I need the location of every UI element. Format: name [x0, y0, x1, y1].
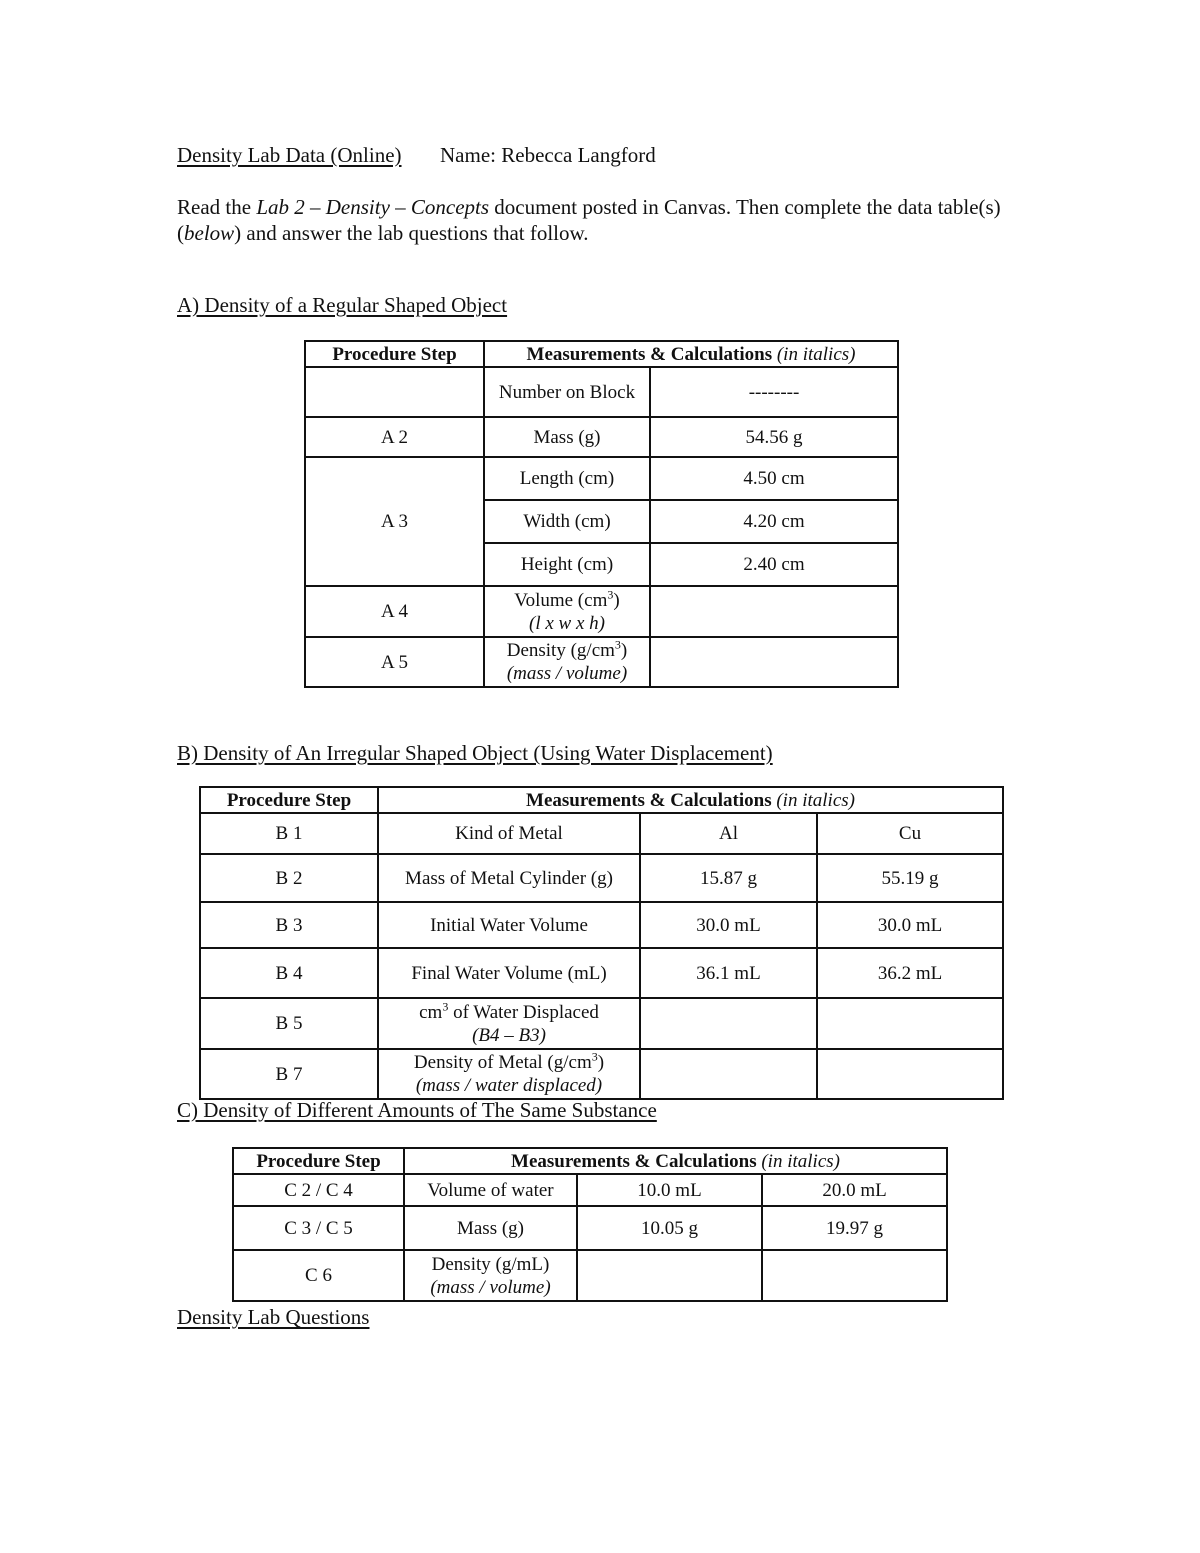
cell-step: B 7: [200, 1049, 378, 1099]
cell-value: 36.2 mL: [817, 948, 1003, 998]
intro-text: (: [177, 221, 184, 245]
cell-label: Mass (g): [484, 417, 650, 457]
cell-step: A 2: [305, 417, 484, 457]
cell-label: Initial Water Volume: [378, 902, 640, 948]
document-title: Density Lab Data (Online): [177, 143, 402, 167]
cell-label: Density $(g/cm^3)$ (mass / volume): [484, 637, 650, 687]
cell-step: B 1: [200, 813, 378, 854]
table-row: [200, 948, 1003, 998]
table-row: [305, 457, 898, 500]
table-row: [305, 637, 898, 687]
cell-label: Number on Block: [484, 367, 650, 417]
col-measurements: Measurements & Calculations (in italics): [484, 341, 898, 367]
cell-answer-empty[interactable]: [640, 998, 817, 1049]
cell-label: Density (g/mL) (mass / volume): [404, 1250, 577, 1301]
table-row: [305, 367, 898, 417]
table-row: [200, 854, 1003, 902]
section-c-heading: C) Density of Different Amounts of The Same Substance: [177, 1098, 657, 1122]
cell-value: 55.19 g: [817, 854, 1003, 902]
cell-label: Length (cm): [484, 457, 650, 500]
table-header-row: [200, 787, 1003, 813]
cell-label: Mass (g): [404, 1206, 577, 1250]
cell-answer-empty[interactable]: [640, 1049, 817, 1099]
cell-value: Al: [640, 813, 817, 854]
cell-label: Density of Metal $(g/cm^3)$ (mass / water displaced): [378, 1049, 640, 1099]
formula: (l x w x h): [529, 612, 605, 634]
intro-text: ) and answer the lab questions that follow.: [234, 221, 589, 245]
section-a-heading: A) Density of a Regular Shaped Object: [177, 293, 508, 317]
cell-value: 36.1 mL: [640, 948, 817, 998]
page-header: [177, 143, 656, 168]
intro-text: document posted in Canvas. Then complete the data table(s): [489, 195, 1001, 219]
cell-label: Volume $(cm^3)$ (l x w x h): [484, 586, 650, 637]
section-b-heading: B) Density of An Irregular Shaped Object (Using Water Displacement): [177, 741, 773, 765]
cell-answer-empty[interactable]: [762, 1250, 947, 1301]
cell-value: 20.0 mL: [762, 1174, 947, 1206]
cell-value: 2.40 cm: [650, 543, 898, 586]
cell-value: --------: [650, 367, 898, 417]
cell-label: $cm^3$ of Water Displaced (B4 – B3): [378, 998, 640, 1049]
table-row: [200, 813, 1003, 854]
cell-step-empty: [305, 367, 484, 417]
cell-step: C 3 / C 5: [233, 1206, 404, 1250]
cell-value: 54.56 g: [650, 417, 898, 457]
col-procedure-step: Procedure Step: [200, 787, 378, 813]
cell-value: Cu: [817, 813, 1003, 854]
cell-step: B 4: [200, 948, 378, 998]
cell-answer-empty[interactable]: [817, 998, 1003, 1049]
formula: (mass / volume): [430, 1276, 551, 1298]
cell-answer-empty[interactable]: [577, 1250, 762, 1301]
cell-step: A 3: [305, 457, 484, 586]
table-row: [233, 1206, 947, 1250]
cell-value: 10.05 g: [577, 1206, 762, 1250]
cell-step: C 6: [233, 1250, 404, 1301]
cell-step: A 5: [305, 637, 484, 687]
col-measurements: Measurements & Calculations (in italics): [378, 787, 1003, 813]
cell-label: Mass of Metal Cylinder (g): [378, 854, 640, 902]
cell-value: 30.0 mL: [817, 902, 1003, 948]
table-c: [232, 1147, 948, 1302]
cell-label: Height (cm): [484, 543, 650, 586]
col-procedure-step: Procedure Step: [233, 1148, 404, 1174]
cell-value: 30.0 mL: [640, 902, 817, 948]
table-b: [199, 786, 1004, 1100]
col-measurements: Measurements & Calculations (in italics): [404, 1148, 947, 1174]
table-a: [304, 340, 899, 688]
cell-value: 10.0 mL: [577, 1174, 762, 1206]
table-row: [305, 417, 898, 457]
cell-value: 19.97 g: [762, 1206, 947, 1250]
intro-below: below: [184, 221, 235, 245]
cell-step: B 3: [200, 902, 378, 948]
intro-text: Read the: [177, 195, 257, 219]
cell-label: Volume of water: [404, 1174, 577, 1206]
table-header-row: [305, 341, 898, 367]
cell-label: Kind of Metal: [378, 813, 640, 854]
table-row: [305, 586, 898, 637]
cell-answer-empty[interactable]: [650, 586, 898, 637]
questions-heading: Density Lab Questions: [177, 1305, 370, 1329]
table-row: [233, 1174, 947, 1206]
table-row: [200, 1049, 1003, 1099]
intro-paragraph: [177, 194, 1001, 246]
table-row: [233, 1250, 947, 1301]
cell-answer-empty[interactable]: [817, 1049, 1003, 1099]
cell-value: 4.50 cm: [650, 457, 898, 500]
cell-value: 4.20 cm: [650, 500, 898, 543]
table-row: [200, 902, 1003, 948]
formula: (B4 – B3): [472, 1024, 546, 1046]
cell-label: Width (cm): [484, 500, 650, 543]
cell-value: 15.87 g: [640, 854, 817, 902]
formula: (mass / water displaced): [415, 1075, 603, 1096]
cell-step: C 2 / C 4: [233, 1174, 404, 1206]
cell-step: A 4: [305, 586, 484, 637]
cell-step: B 5: [200, 998, 378, 1049]
table-header-row: [233, 1148, 947, 1174]
cell-step: B 2: [200, 854, 378, 902]
col-procedure-step: Procedure Step: [305, 341, 484, 367]
cell-label: Final Water Volume (mL): [378, 948, 640, 998]
student-name: Name: Rebecca Langford: [440, 143, 656, 167]
table-row: [200, 998, 1003, 1049]
formula: (mass / volume): [506, 663, 628, 684]
cell-answer-empty[interactable]: [650, 637, 898, 687]
intro-doc-title: Lab 2 – Density – Concepts: [256, 195, 490, 219]
